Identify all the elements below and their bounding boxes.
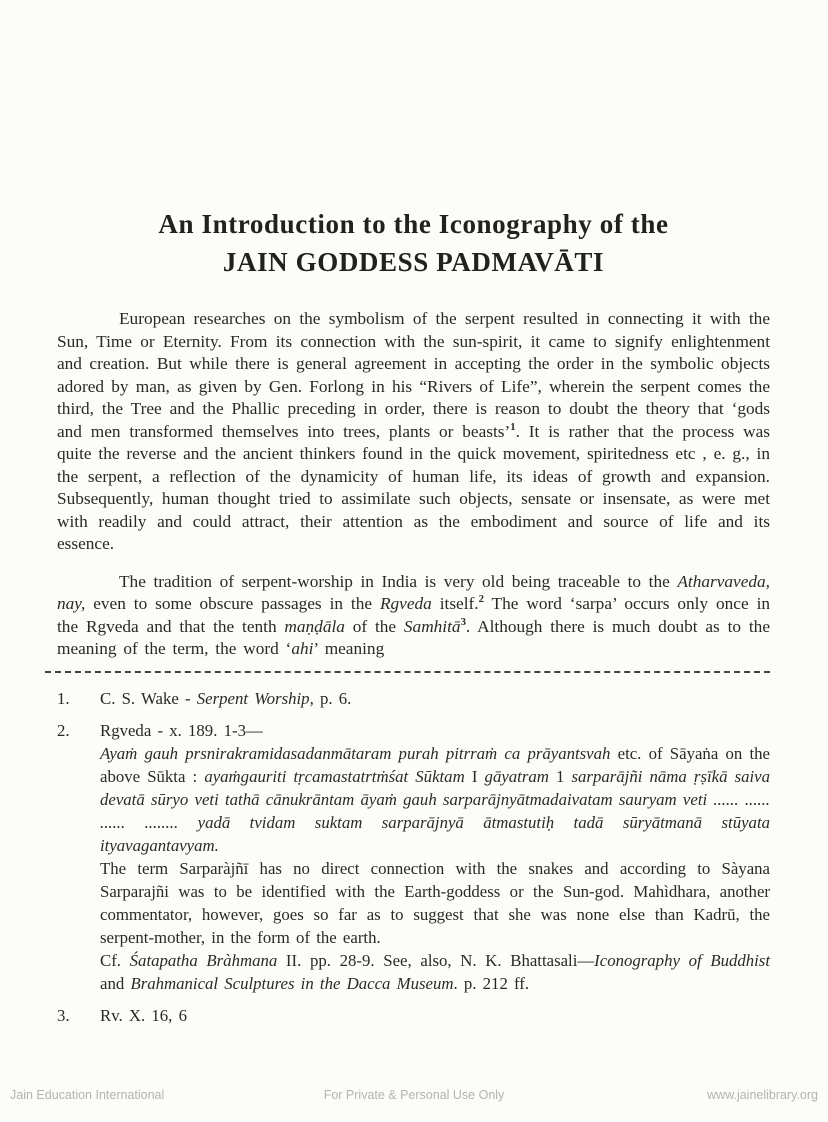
footer-website: www.jainelibrary.org — [707, 1088, 818, 1102]
footnote-2-citations: Cf. Śatapatha Bràhmana II. pp. 28-9. See, also, N. K. Bhattasali—Iconography of Buddhist and Brahmanical Sculptures in the Dacca Museum. p. 212 ff. — [100, 950, 770, 993]
footnote-2-sanskrit-quote: Ayaṁ gauh prsnirakramidasadanmātaram purah pitrraṁ ca prāyantsvah etc. of Sāyaṅa on the above Sūkta : ayaṁgauriti tṛcamastatrtṁśat Sūktam I gāyatram 1 sarparājñi nāma ṛṣīkā saiva devatā sūryo veti tathā cānukrāntam āyaṁ gauh sarparājnyātmadaivatam sauryam veti ...... ...... ...... ........ yadā tvidam suktam sarparājnyā ātmastutiḥ tadā sūryātmanā stūyata ityavagantavyam. — [100, 743, 771, 855]
footer-usage-notice: For Private & Personal Use Only — [323, 1088, 505, 1102]
paragraph-european-serpent-research: European researches on the symbolism of the serpent resulted in connecting it with the Sun, Time or Eternity. From its connection with the sun-spirit, it came to signify enlightenment and creation. But while there is general agreement in accepting the order in the symbolic objects adored by man, as given by Gen. Forlong in his “Rivers of Life”, wherein the serpent comes the third, the Tree and the Phallic preceding in order, there is reason to doubt the theory that ‘gods and men transformed themselves into trees, plants or beasts’$^1$. It is rather that the process was quite the reverse and the ancient thinkers found in the quick movement, spiritedness etc , e. g., in the serpent, a reflection of the dynamicity of human life, its ideas of growth and expansion. Subsequently, human thought tried to assimilate such objects, sensate or insensate, as were met with readily and could attract, their attention as the embodiment and source of life and its essence. — [57, 309, 770, 553]
footnote-2-body — [100, 719, 770, 995]
title-line-1: An Introduction to the Iconography of the — [158, 209, 669, 239]
footnote-1-number: 1. — [57, 688, 70, 708]
footnote-2-number: 2. — [57, 720, 70, 740]
footnote-3-citation: Rv. X. 16, 6 — [100, 1005, 187, 1025]
page-footer — [10, 1088, 818, 1102]
footer-publisher: Jain Education International — [10, 1088, 165, 1102]
footnote-2-commentary: The term Sarparàjñī has no direct connection with the snakes and according to Sàyana Sarparajñi was to be identified with the Earth-goddess or the Sun-god. Mahìdhara, another commentator, however, goes so far as to suggest that she was none else than Kadrū, the serpent-mother, in the form of the earth. — [100, 858, 770, 947]
title-line-2: JAIN GODDESS PADMAVĀTI — [222, 247, 605, 277]
footnote-3-body — [100, 1004, 770, 1027]
footnote-2 — [57, 719, 770, 995]
footnote-1-body — [100, 687, 770, 710]
footnote-3 — [57, 1004, 770, 1027]
paragraph-serpent-worship-tradition: The tradition of serpent-worship in India is very old being traceable to the Atharvaveda, nay, even to some obscure passages in the Rgveda itself.$^2$ The word ‘sarpa’ occurs only once in the Rgveda and that the tenth maṇḍāla of the Samhitā$^3$. Although there is much doubt as to the meaning of the term, the word ‘ahi’ meaning — [57, 571, 771, 658]
footnote-separator — [45, 671, 770, 673]
footnote-1-citation: C. S. Wake - Serpent Worship, p. 6. — [100, 688, 352, 708]
footnote-3-number: 3. — [57, 1005, 70, 1025]
footnotes-section — [0, 687, 828, 1027]
footnote-1 — [57, 687, 770, 710]
page-title — [57, 205, 770, 281]
footnote-2-reference-line: Rgveda - x. 189. 1-3— — [100, 720, 263, 740]
